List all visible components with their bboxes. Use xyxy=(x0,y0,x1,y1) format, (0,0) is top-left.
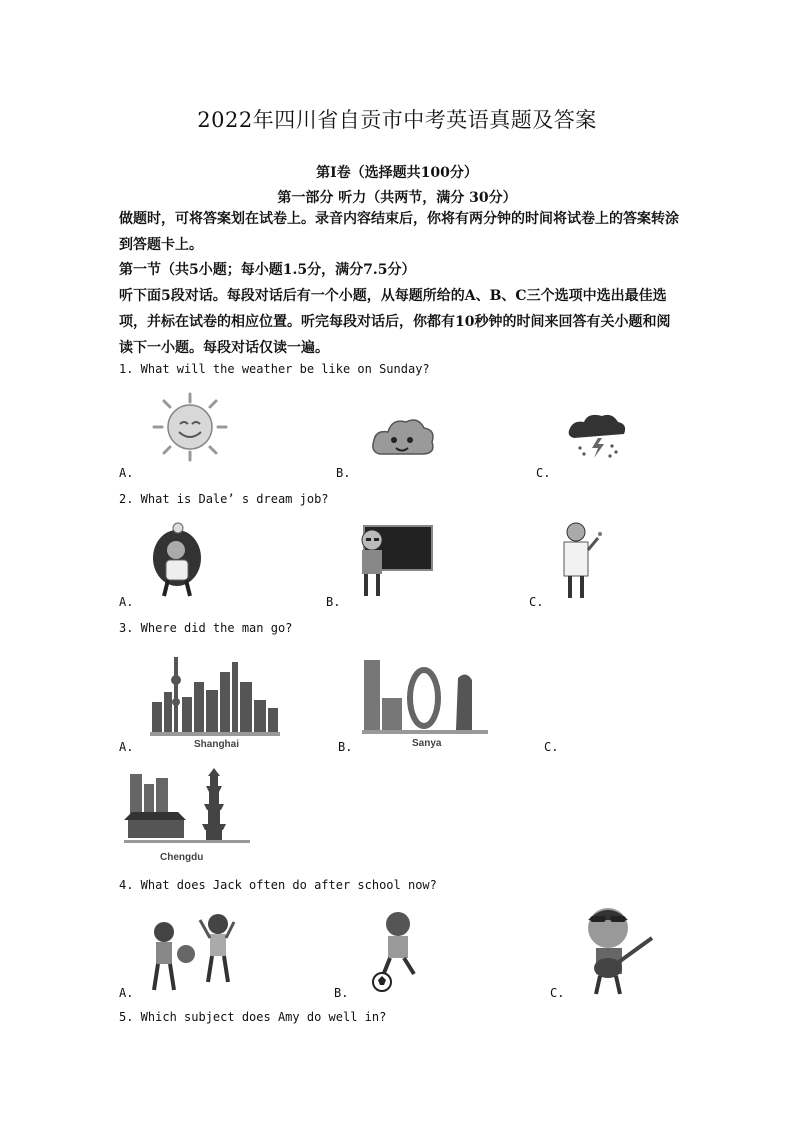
teacher-job-icon xyxy=(354,524,434,600)
question-4: 4. What does Jack often do after school now? xyxy=(119,878,437,892)
q3-option-a-label: A. xyxy=(119,740,134,754)
doctor-job-icon xyxy=(556,520,612,600)
sanya-landmark-image xyxy=(362,658,488,752)
shanghai-caption: Shanghai xyxy=(194,739,240,750)
sanya-caption: Sanya xyxy=(412,738,442,749)
guitar-kid-icon xyxy=(576,906,662,998)
question-1: 1. What will the weather be like on Sunday? xyxy=(119,362,430,376)
q2-option-b-label: B. xyxy=(326,595,341,609)
football-boy-icon xyxy=(370,910,426,992)
question-5: 5. Which subject does Amy do well in? xyxy=(119,1010,387,1024)
q1-option-b-label: B. xyxy=(336,466,351,480)
sunny-weather-icon xyxy=(150,392,230,462)
question-3: 3. Where did the man go? xyxy=(119,621,293,635)
q4-option-a-label: A. xyxy=(119,986,134,1000)
section-heading: 第一节（共5小题；每小题1.5分，满分7.5分） xyxy=(119,262,416,278)
part-heading: 第一部分 听力（共两节，满分 30分） xyxy=(277,190,517,206)
volume-heading: 第Ⅰ卷（选择题共100分） xyxy=(316,165,478,181)
thunderstorm-weather-icon xyxy=(566,414,626,460)
q4-option-b-label: B. xyxy=(334,986,349,1000)
chengdu-landmark-image xyxy=(124,764,250,864)
page-title: 2022年四川省自贡市中考英语真题及答案 xyxy=(197,108,597,132)
instruction-paragraph-listening: 听下面5段对话。每段对话后有一个小题，从每题所给的A、B、C三个选项中选出最佳选项，并标在试卷的相应位置。听完每段对话后，你都有10秒钟的时间来回答有关小题和阅读下一小题。每段对话仅读一遍。 xyxy=(119,288,671,356)
q2-option-c-label: C. xyxy=(529,595,544,609)
shanghai-skyline-image xyxy=(150,652,280,752)
q1-option-a-label: A. xyxy=(119,466,134,480)
cloudy-weather-icon xyxy=(370,414,434,464)
q4-option-c-label: C. xyxy=(550,986,565,1000)
q2-option-a-label: A. xyxy=(119,595,134,609)
cook-job-icon xyxy=(152,520,202,600)
q3-option-b-label: B. xyxy=(338,740,353,754)
instruction-paragraph: 做题时，可将答案划在试卷上。录音内容结束后，你将有两分钟的时间将试卷上的答案转涂到答题卡上。 xyxy=(119,211,679,253)
chengdu-caption: Chengdu xyxy=(160,852,204,863)
q1-option-c-label: C. xyxy=(536,466,551,480)
basketball-kids-icon xyxy=(148,910,238,998)
question-2: 2. What is Dale’ s dream job? xyxy=(119,492,329,506)
q3-option-c-label: C. xyxy=(544,740,559,754)
